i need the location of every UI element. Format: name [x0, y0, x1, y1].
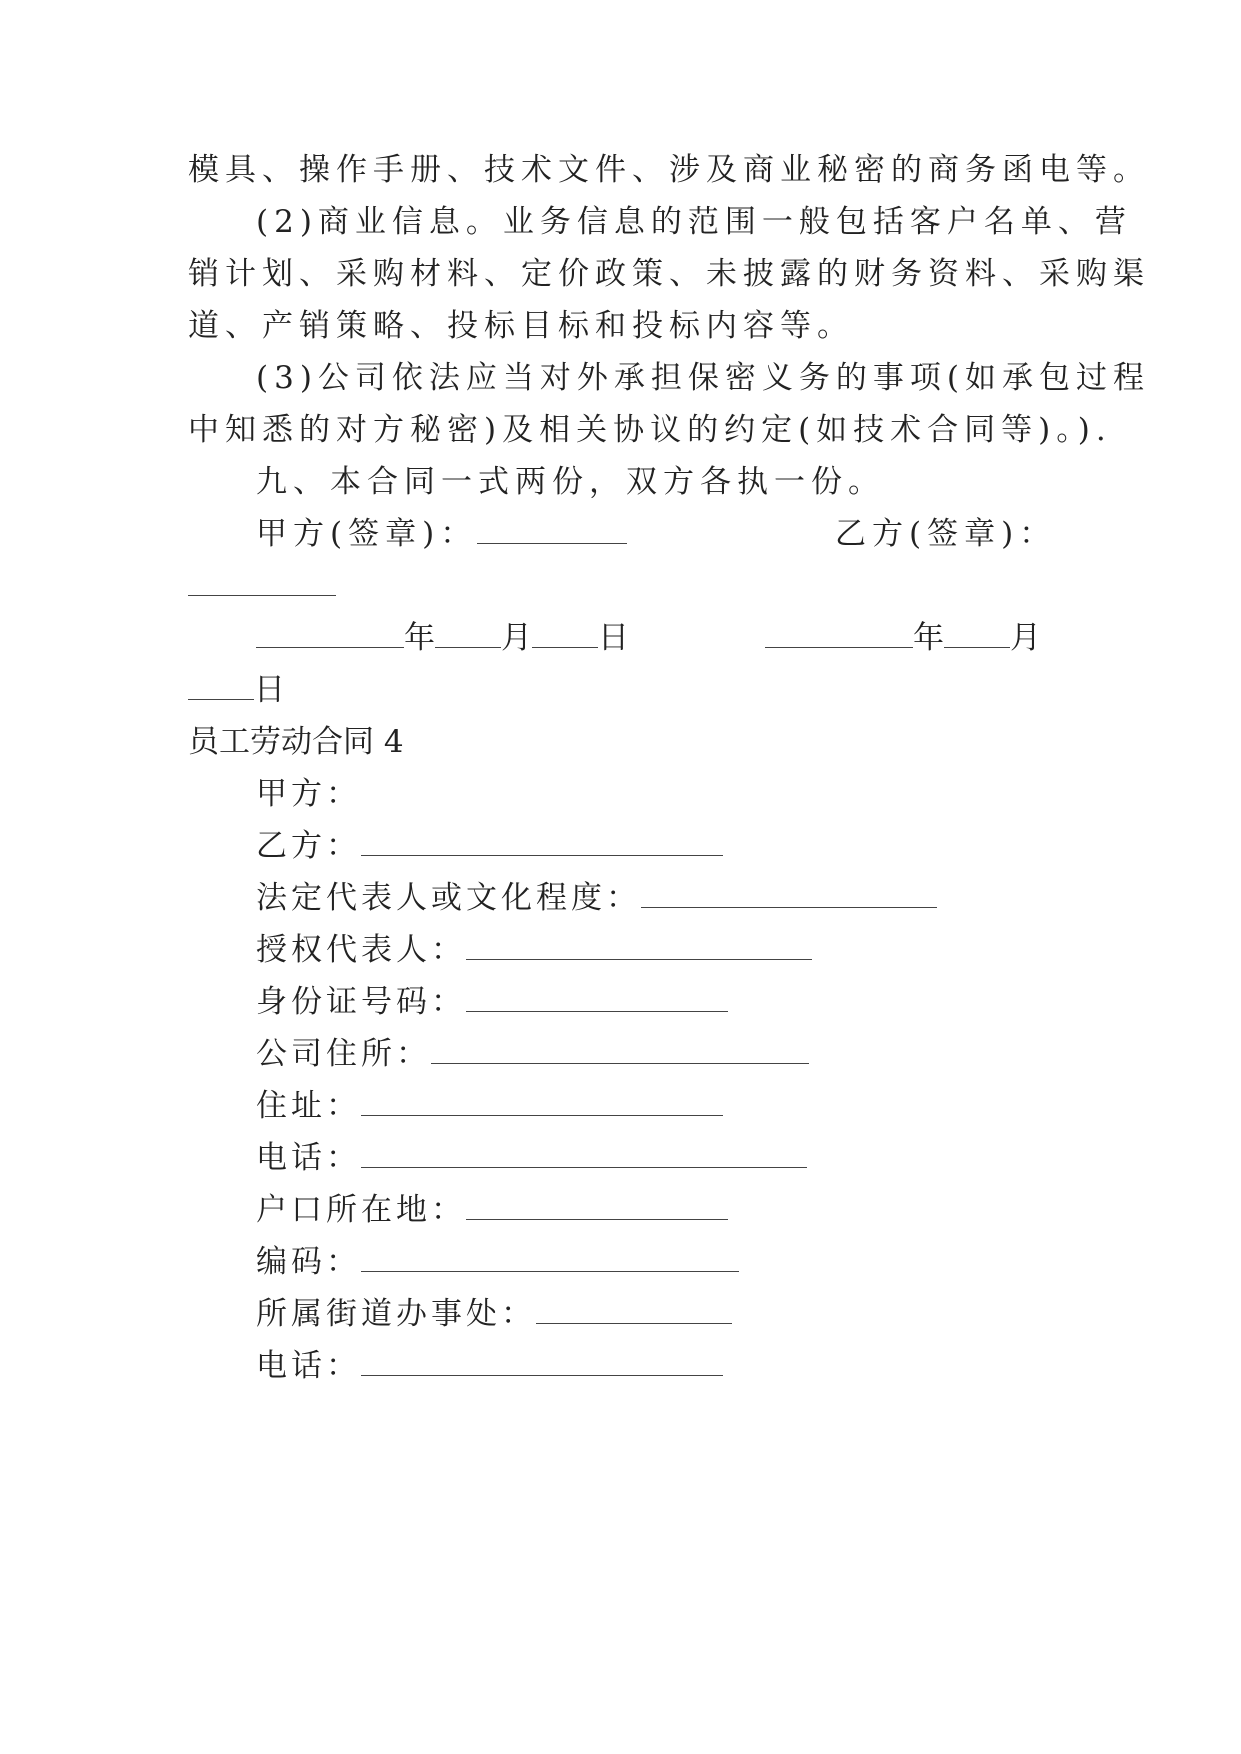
party-a-date: [256, 618, 629, 658]
party-a-label: 甲方(签章)：: [256, 516, 478, 552]
form-field-postal-code: [256, 1242, 739, 1282]
form-field-street-office: [256, 1294, 732, 1334]
form-field-party-a: [256, 774, 361, 814]
paragraph-text: 销计划、采购材料、定价政策、未披露的财务资料、采购渠: [188, 256, 1150, 292]
field-label: 编码：: [256, 1244, 361, 1280]
year-label: 年: [913, 620, 944, 656]
form-field-authorized-rep: [256, 930, 812, 970]
field-label: 法定代表人或文化程度：: [256, 880, 641, 916]
field-label: 乙方：: [256, 828, 361, 864]
field-blank: [431, 1039, 809, 1064]
section-title: 员工劳动合同 4: [188, 724, 404, 760]
form-field-id-number: [256, 982, 728, 1022]
form-field-residence: [256, 1086, 723, 1126]
form-field-phone: [256, 1138, 807, 1178]
field-label: 住址：: [256, 1088, 361, 1124]
party-b-label: 乙方(签章)：: [835, 516, 1057, 552]
form-field-party-b: [256, 826, 723, 866]
field-label: 电话：: [256, 1348, 361, 1384]
field-blank: [361, 1143, 807, 1168]
party-b-date: [765, 618, 1041, 658]
signature-blank: [188, 571, 336, 596]
paragraph-text: 道、产销策略、投标目标和投标内容等。: [188, 308, 854, 344]
field-blank: [466, 987, 728, 1012]
field-label: 授权代表人：: [256, 932, 466, 968]
month-label: 月: [1010, 620, 1041, 656]
paragraph-text: (2)商业信息。业务信息的范围一般包括客户名单、营: [256, 204, 1132, 240]
date-continuation: [188, 670, 1068, 710]
field-label: 身份证号码：: [256, 984, 466, 1020]
field-blank: [361, 1091, 723, 1116]
form-field-legal-rep: [256, 878, 937, 918]
paragraph-text: 模具、操作手册、技术文件、涉及商业秘密的商务函电等。: [188, 152, 1150, 188]
signature-blank-line: [188, 566, 1068, 606]
field-blank: [641, 883, 937, 908]
field-label: 公司住所：: [256, 1036, 431, 1072]
paragraph-text: 九、本合同一式两份，双方各执一份。: [256, 464, 885, 500]
day-label: 日: [254, 672, 285, 708]
day-label: 日: [598, 620, 629, 656]
field-blank: [361, 1351, 723, 1376]
field-blank: [536, 1299, 732, 1324]
field-blank: [466, 935, 812, 960]
paragraph-text: 中知悉的对方秘密)及相关协议的约定(如技术合同等)。).: [188, 412, 1112, 448]
form-field-company-address: [256, 1034, 809, 1074]
field-label: 甲方：: [256, 776, 361, 812]
form-field-phone-2: [256, 1346, 723, 1386]
year-label: 年: [404, 620, 435, 656]
signature-blank: [477, 519, 627, 544]
field-blank: [361, 831, 723, 856]
paragraph-text: (3)公司依法应当对外承担保密义务的事项(如承包过程: [256, 360, 1151, 396]
field-blank: [361, 1247, 739, 1272]
field-label: 所属街道办事处：: [256, 1296, 536, 1332]
field-blank: [466, 1195, 728, 1220]
field-label: 电话：: [256, 1140, 361, 1176]
month-label: 月: [501, 620, 532, 656]
field-label: 户口所在地：: [256, 1192, 466, 1228]
form-field-household-registration: [256, 1190, 728, 1230]
party-a-signature: [256, 514, 627, 554]
